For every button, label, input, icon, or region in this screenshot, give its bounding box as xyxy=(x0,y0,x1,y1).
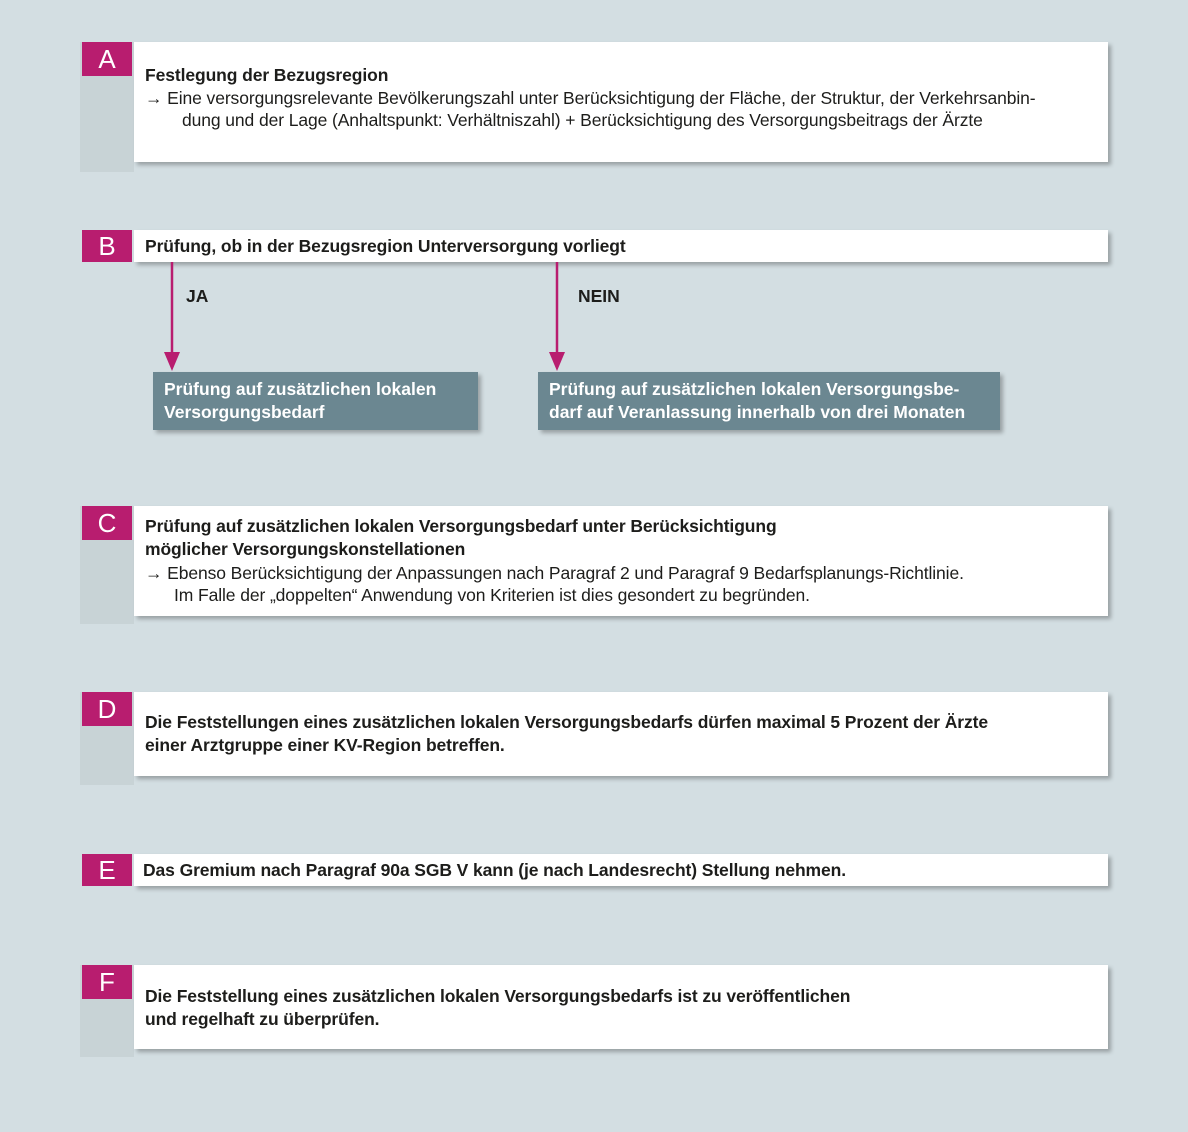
step-e-box xyxy=(134,854,1108,886)
yes-label: JA xyxy=(186,286,209,306)
yes-result-line1: Prüfung auf zusätzlichen lokalen xyxy=(164,379,437,399)
step-f-badge: F xyxy=(82,965,132,999)
step-c-text-line1: → Ebenso Berücksichtigung der Anpassungen nach Paragraf 2 und Paragraf 9 Bedarfsplanungs-Richtlinie. xyxy=(145,563,964,583)
step-f-box xyxy=(134,965,1108,1049)
step-c-title-line1: Prüfung auf zusätzlichen lokalen Versorgungsbedarf unter Berücksichtigung xyxy=(145,516,777,536)
step-e-title: Das Gremium nach Paragraf 90a SGB V kann (je nach Landesrecht) Stellung nehmen. xyxy=(143,860,847,880)
no-result-line2: darf auf Veranlassung innerhalb von drei Monaten xyxy=(549,402,966,422)
step-d-title-line1: Die Feststellungen eines zusätzlichen lokalen Versorgungsbedarfs dürfen maximal 5 Prozent der Ärzte xyxy=(145,712,988,732)
step-b-title: Prüfung, ob in der Bezugsregion Unterversorgung vorliegt xyxy=(145,236,626,256)
yes-arrow-head xyxy=(164,352,180,371)
step-f-title-line1: Die Feststellung eines zusätzlichen lokalen Versorgungsbedarfs ist zu veröffentlichen xyxy=(145,986,851,1006)
step-c-text-line2: Im Falle der „doppelten“ Anwendung von Kriterien ist dies gesondert zu begründen. xyxy=(174,585,810,605)
step-d-title-line2: einer Arztgruppe einer KV-Region betreffen. xyxy=(145,735,505,755)
step-a-text-line1: → Eine versorgungsrelevante Bevölkerungszahl unter Berücksichtigung der Fläche, der Struktur, der Verkehrsanbin- xyxy=(145,88,1036,108)
step-b-badge: B xyxy=(82,230,132,262)
step-a-title: Festlegung der Bezugsregion xyxy=(145,65,389,85)
step-f-title-line2: und regelhaft zu überprüfen. xyxy=(145,1009,380,1029)
step-c-box xyxy=(134,506,1108,616)
no-result-line1: Prüfung auf zusätzlichen lokalen Versorgungsbe- xyxy=(549,379,960,399)
step-e-badge: E xyxy=(82,854,132,886)
no-arrow-head xyxy=(549,352,565,371)
yes-result-box xyxy=(153,372,478,430)
yes-result-line2: Versorgungsbedarf xyxy=(164,402,325,422)
step-d-badge: D xyxy=(82,692,132,726)
step-a-text-line2: dung und der Lage (Anhaltspunkt: Verhältniszahl) + Berücksichtigung des Versorgungsbeitrags der Ärzte xyxy=(182,110,983,130)
step-d-box xyxy=(134,692,1108,776)
no-result-box xyxy=(538,372,1000,430)
no-label: NEIN xyxy=(578,286,620,306)
step-a-badge: A xyxy=(82,42,132,76)
step-c-title-line2: möglicher Versorgungskonstellationen xyxy=(145,539,466,559)
step-c-badge: C xyxy=(82,506,132,540)
